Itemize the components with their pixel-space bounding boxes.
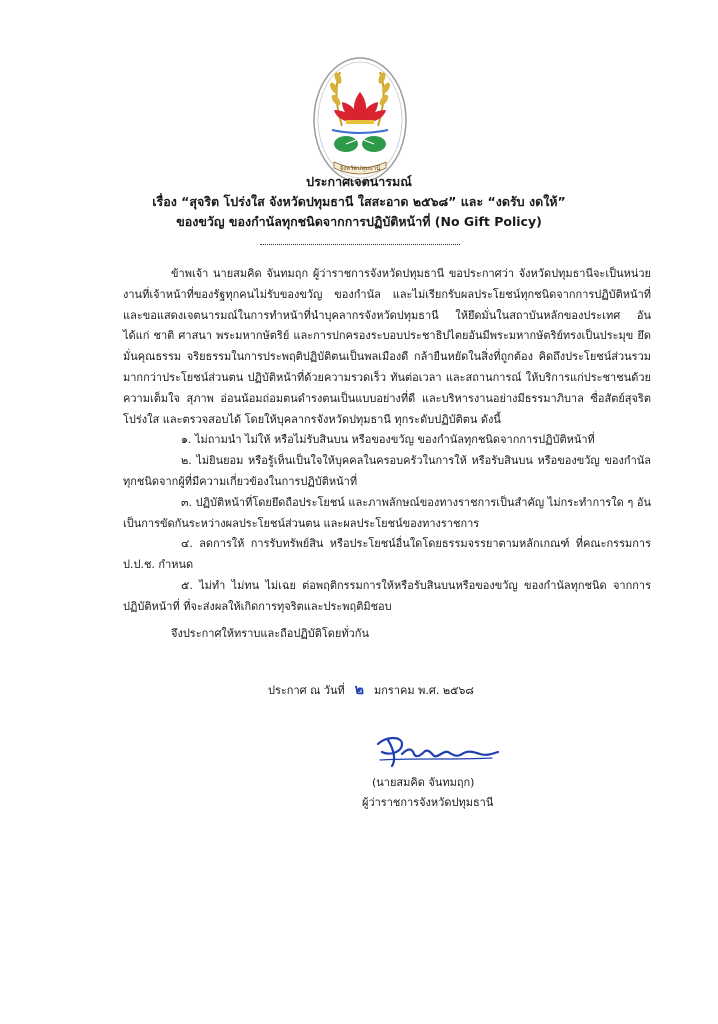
document-title: ประกาศเจตนารมณ์ xyxy=(306,174,412,189)
policy-item-5: ๕. ไม่ทำ ไม่ทน ไม่เฉย ต่อพฤติกรรมการให้หรือรับสินบนหรือของขวัญ ของกำนัลทุกชนิด จากการปฏิบัติหน้าที่ ที่จะส่งผลให้เกิดการทุจริตและประพฤติมิชอบ xyxy=(123,578,651,613)
signatory-name: (นายสมคิด จันทมฤก) xyxy=(372,776,475,789)
date-month-year: มกราคม พ.ศ. ๒๕๖๘ xyxy=(374,684,474,697)
document-subject: เรื่อง “สุจริต โปร่งใส จังหวัดปทุมธานี ใสสะอาด ๒๕๖๘” และ “งดรับ งดให้” xyxy=(152,194,566,209)
policy-item-3: ๓. ปฏิบัติหน้าที่โดยยึดถือประโยชน์ และภาพลักษณ์ของทางราชการเป็นสำคัญ ไม่กระทำการใด ๆ อันเป็นการขัดกันระหว่างผลประโยชน์ส่วนตน และผลประโยชน์ของทางราชการ xyxy=(123,495,651,530)
policy-item-1: ๑. ไม่ถามนำ ไม่ให้ หรือไม่รับสินบน หรือของขวัญ ของกำนัลทุกชนิดจากการปฏิบัติหน้าที่ xyxy=(181,433,595,447)
intro-paragraph: ข้าพเจ้า นายสมคิด จันทมฤก ผู้ว่าราชการจังหวัดปทุมธานี ขอประกาศว่า จังหวัดปทุมธานีจะเป็นหน่วยงานที่เจ้าหน้าที่ของรัฐทุกคนไม่รับของขวัญ ของกำนัล และไม่เรียกรับผลประโยชน์ทุกชนิดจากการปฏิบัติหน้าที่ และขอแสดงเจตนารมณ์ในการทำหน้าที่นำบุคลากรจังหวัดปทุมธานี ให้ยึดมั่นในสถาบันหลักของประเทศ อันได้แก่ ชาติ ศาสนา พระมหากษัตริย์ และการปกครองระบอบประชาธิปไตยอันมีพระมหากษัตริย์ทรงเป็นประมุข ยึดมั่นคุณธรรม จริยธรรมในการประพฤติปฏิบัติตนเป็นพลเมืองดี กล้ายืนหยัดในสิ่งที่ถูกต้อง คิดถึงประโยชน์ส่วนรวมมากกว่าประโยชน์ส่วนตน ปฏิบัติหน้าที่ด้วยความรวดเร็ว ทันต่อเวลา และสถานการณ์ ให้บริการแก่ประชาชนด้วยความเต็มใจ สุภาพ อ่อนน้อมถ่อมตนดำรงตนเป็นแบบอย่างที่ดี และบริหารงานอย่างมีธรรมาภิบาล ซื่อสัตย์สุจริต โปร่งใส และตรวจสอบได้ โดยให้บุคลากรจังหวัดปทุมธานี ทุกระดับปฏิบัติตน ดังนี้ xyxy=(123,267,651,426)
document-body xyxy=(123,264,651,644)
announcement-date xyxy=(268,680,474,701)
date-day: ๒ xyxy=(354,682,364,698)
date-prefix: ประกาศ ณ วันที่ xyxy=(268,684,345,697)
provincial-seal-icon xyxy=(312,56,408,184)
policy-item-2: ๒. ไม่ยินยอม หรือรู้เห็นเป็นใจให้บุคคลในครอบครัวในการให้ หรือรับสินบน หรือของขวัญ ของกำนัลทุกชนิดจากผู้ที่มีความเกี่ยวข้องในการปฏิบัติหน้าที่ xyxy=(123,454,651,488)
seal-text: จังหวัดปทุมธานี xyxy=(339,165,381,172)
signatory-title: ผู้ว่าราชการจังหวัดปทุมธานี xyxy=(362,796,494,809)
policy-item-4: ๔. ลดการให้ การรับทรัพย์สิน หรือประโยชน์อื่นใดโดยธรรมจรรยาตามหลักเกณฑ์ ที่คณะกรรมการ ป.ป.ช. กำหนด xyxy=(123,537,651,572)
handwritten-signature-icon xyxy=(372,730,502,770)
closing-statement: จึงประกาศให้ทราบและถือปฏิบัติโดยทั่วกัน xyxy=(171,626,369,640)
document-subject-continued: ของขวัญ ของกำนัลทุกชนิดจากการปฏิบัติหน้าที่ (No Gift Policy) xyxy=(176,214,542,229)
dotted-divider xyxy=(260,244,460,245)
